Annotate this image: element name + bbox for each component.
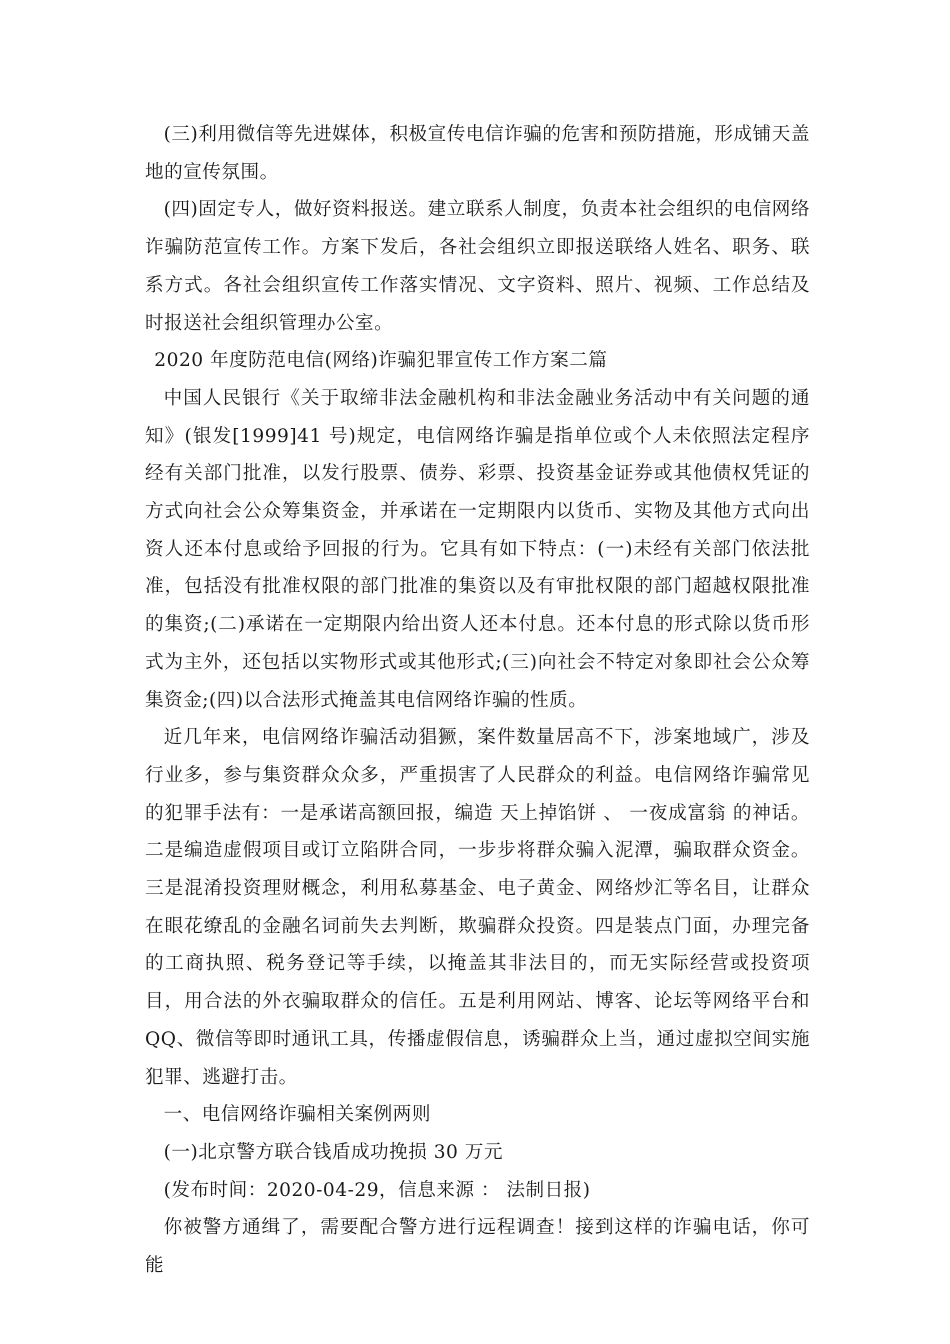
paragraph-media-publicity: (三)利用微信等先进媒体，积极宣传电信诈骗的危害和预防措施，形成铺天盖地的宣传氛围。 [145, 124, 810, 183]
section-title: 2020 年度防范电信(网络)诈骗犯罪宣传工作方案二篇 [154, 350, 608, 372]
publish-info: (发布时间：2020-04-29，信息来源 ： 法制日报) [163, 1179, 591, 1201]
document-body [145, 116, 810, 1285]
paragraph-definition: 中国人民银行《关于取缔非法金融机构和非法金融业务活动中有关问题的通知》(银发[1999]41 号)规定，电信网络诈骗是指单位或个人未依照法定程序经有关部门批准，以发行股票、债券、彩票、投资基金证券或其他债权凭证的方式向社会公众筹集资金，并承诺在一定期限内以货币、实物及其他方式向出资人还本付息或给予回报的行为。它具有如下特点：(一)未经有关部门依法批准，包括没有批准权限的部门批准的集资以及有审批权限的部门超越权限批准的集资;(二)承诺在一定期限内给出资人还本付息。还本付息的形式除以货币形式为主外，还包括以实物形式或其他形式;(三)向社会不特定对象即社会公众筹集资金;(四)以合法形式掩盖其电信网络诈骗的性质。 [145, 387, 810, 711]
paragraph-case-intro: 你被警方通缉了，需要配合警方进行远程调查！接到这样的诈骗电话，你可能 [145, 1217, 810, 1277]
paragraph-recent-years: 近几年来，电信网络诈骗活动猖獗，案件数量居高不下，涉案地域广，涉及行业多，参与集资群众众多，严重损害了人民群众的利益。电信网络诈骗常见的犯罪手法有：一是承诺高额回报，编造 天上掉馅饼 、 一夜成富翁 的神话。二是编造虚假项目或订立陷阱合同，一步步将群众骗入泥潭，骗取群众资金。三是混淆投资理财概念，利用私募基金、电子黄金、网络炒汇等名目，让群众在眼花缭乱的金融名词前失去判断，欺骗群众投资。四是装点门面，办理完备的工商执照、税务登记等手续，以掩盖其非法目的，而无实际经营或投资项目，用合法的外衣骗取群众的信任。五是利用网站、博客、论坛等网络平台和 QQ、微信等即时通讯工具，传播虚假信息，诱骗群众上当，通过虚拟空间实施犯罪、逃避打击。 [145, 727, 810, 1088]
heading-cases: 一、电信网络诈骗相关案例两则 [163, 1104, 431, 1126]
heading-case-one: (一)北京警方联合钱盾成功挽损 30 万元 [163, 1141, 503, 1163]
paragraph-dedicated-staff: (四)固定专人，做好资料报送。建立联系人制度，负责本社会组织的电信网络诈骗防范宣传工作。方案下发后，各社会组织立即报送联络人姓名、职务、联系方式。各社会组织宣传工作落实情况、文字资料、照片、视频、工作总结及时报送社会组织管理办公室。 [145, 199, 810, 334]
